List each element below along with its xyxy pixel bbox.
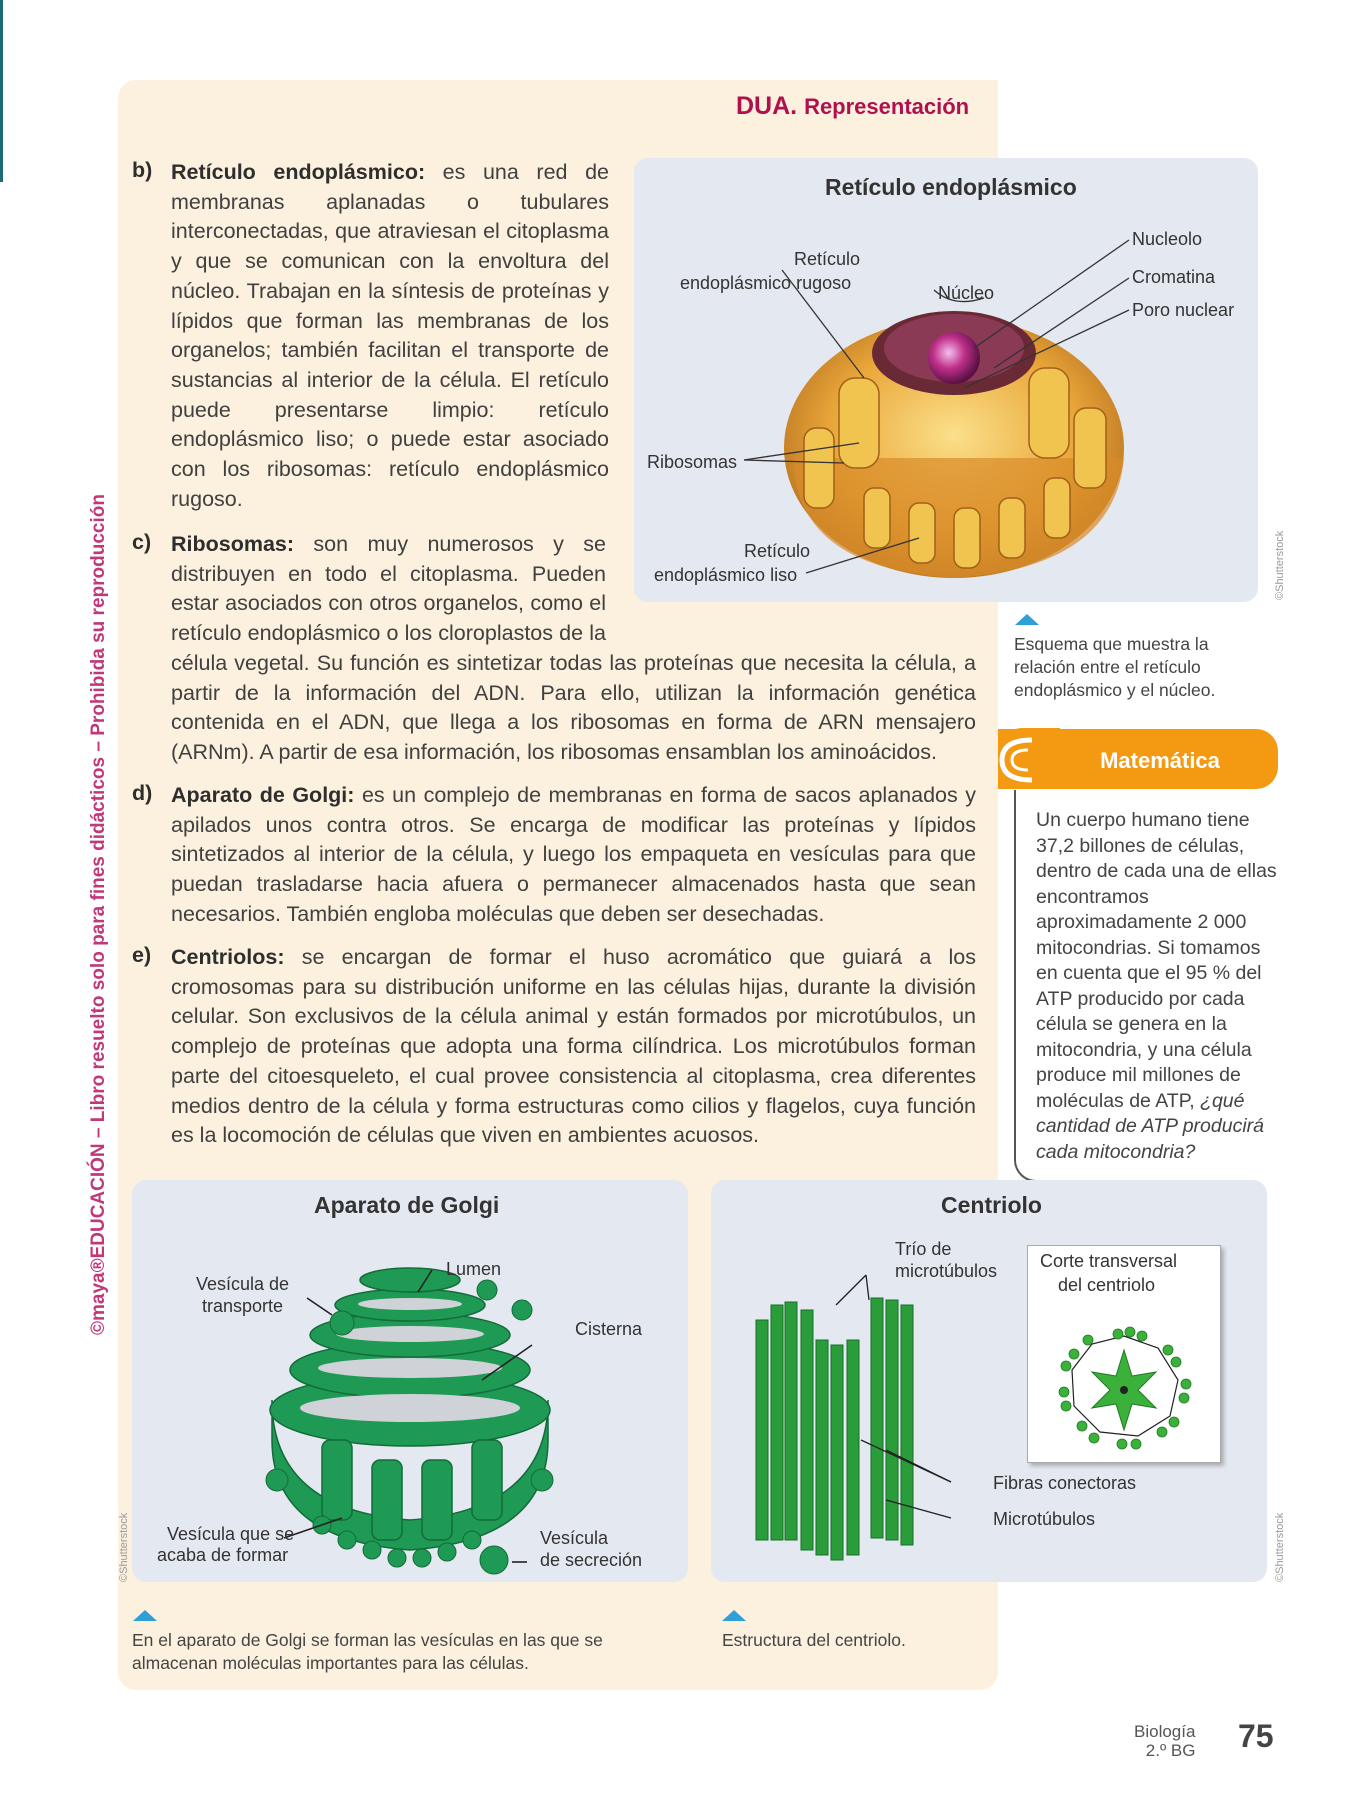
item-d-text [171, 781, 976, 930]
math-title: Matemática [1100, 748, 1220, 773]
label-vesicula-transporte-1: Vesícula de [196, 1274, 290, 1294]
page-number: 75 [1238, 1718, 1274, 1754]
label-ribosomas: Ribosomas [647, 452, 738, 472]
item-e-letter: e) [132, 943, 152, 967]
centriolo-caption-marker [722, 1610, 746, 1621]
golgi-caption: En el aparato de Golgi se forman las vesículas en las que se almacenan moléculas importantes para las células. [132, 1630, 603, 1673]
item-d-letter: d) [132, 781, 153, 805]
label-nucleo: Núcleo [938, 283, 995, 303]
item-c-body: son muy numerosos y se distribuyen en todo el citoplasma. Pueden estar asociados con otros organelos, como el retículo endoplásmico o los cloroplastos de la célula vegetal. Su función es sintetizar todas las proteínas que necesita la célula, a partir de la información del ADN. Para ello, utilizan la información genética contenida en el ADN, que llega a los ribosomas en forma de ARN mensajero (ARNm). A partir de esa información, los ribosomas ensamblan los aminoácidos. [171, 532, 976, 764]
footer-subject [1134, 1722, 1195, 1760]
label-vesicula-transporte-2: transporte [202, 1296, 284, 1316]
footer-grade: 2.º BG [1145, 1741, 1196, 1760]
math-body: Un cuerpo humano tiene 37,2 billones de células, dentro de cada una de ellas encontramos aproximadamente 2 000 mitocondrias. Si tomamos en cuenta que el 95 % del ATP producido por cada célula se genera en la mitocondria, y una célula produce mil millones de moléculas de ATP, [1036, 809, 1277, 1112]
item-b-body: es una red de membranas aplanadas o tubulares interconectadas, que atraviesan el citoplasma y que se comunican con la envoltura del núcleo. Trabajan en la síntesis de proteínas y lípidos que forman las membranas de los organelos; también facilitan el transporte de sustancias al interior de la célula. El retículo puede presentarse limpio: retículo endoplásmico liso; o puede estar asociado con los ribosomas: retículo endoplásmico rugoso. [171, 160, 609, 511]
math-c-icon [996, 732, 1042, 788]
centriolo-caption: Estructura del centriolo. [722, 1630, 906, 1650]
golgi-credit: ©Shutterstock [118, 1512, 130, 1582]
math-text [1036, 808, 1284, 1165]
reticulo-caption-marker [1015, 614, 1039, 625]
corte-illustration [1028, 1246, 1220, 1462]
golgi-title: Aparato de Golgi [314, 1192, 500, 1218]
label-corte-1: Corte transversal [1040, 1251, 1178, 1271]
label-reticulo-liso-1: Retículo [744, 541, 811, 561]
copyright-text: EDUCACIÓN – Libro resuelto solo para fines didácticos – Prohibida su reproducción [88, 494, 109, 1259]
label-cromatina: Cromatina [1132, 267, 1216, 287]
left-edge-bar [0, 0, 3, 182]
item-e-text [171, 943, 976, 1151]
reticulo-title: Retículo endoplásmico [825, 174, 1077, 200]
math-question: ¿qué cantidad de ATP producirá cada mitocondria? [1036, 1089, 1264, 1163]
item-b-letter: b) [132, 158, 153, 182]
label-trio-1: Trío de [895, 1239, 952, 1259]
reticulo-caption: Esquema que muestra la relación entre el retículo endoplásmico y el núcleo. [1014, 634, 1216, 700]
brand-label: ©maya® [88, 1258, 109, 1335]
label-vesicula-secrecion-1: Vesícula [540, 1528, 609, 1548]
label-cisterna: Cisterna [575, 1319, 643, 1339]
reticulo-credit: ©Shutterstock [1274, 530, 1286, 600]
dua-subtitle: Representación [804, 94, 970, 119]
label-nucleolo: Nucleolo [1132, 229, 1203, 249]
golgi-caption-marker [133, 1610, 157, 1621]
item-e-body: se encargan de formar el huso acromático que guiará a los cromosomas para su distribución uniforme en las células hijas, durante la división celular. Son exclusivos de la célula animal y están formados por microtúbulos, un complejo de proteínas que adopta una forma cilíndrica. Los microtúbulos forman parte del citoesqueleto, el cual provee consistencia al citoplasma, crea diferentes medios dentro de la célula y forma estructuras como cilios y flagelos, cuya función es la locomoción de células que viven en ambientes acuosos. [171, 945, 976, 1148]
corte-transversal-inset [1027, 1245, 1221, 1463]
item-b-term: Retículo endoplásmico: [171, 160, 426, 184]
label-corte-2: del centriolo [1058, 1275, 1156, 1295]
label-vesicula-se-forma-1: Vesícula que se [167, 1524, 295, 1544]
label-vesicula-secrecion-2: de secreción [540, 1550, 643, 1570]
label-microtubulos: Microtúbulos [993, 1509, 1096, 1529]
label-lumen: Lumen [446, 1259, 502, 1279]
item-d-term: Aparato de Golgi: [171, 783, 355, 807]
item-e-term: Centriolos: [171, 945, 285, 969]
label-vesicula-se-forma-2: acaba de formar [157, 1545, 289, 1565]
golgi-illustration [132, 1180, 688, 1582]
label-reticulo-liso-2: endoplásmico liso [654, 565, 798, 585]
dua-label: DUA. [736, 92, 798, 120]
figure-wrap-spacer [606, 530, 976, 620]
item-b-text [171, 158, 609, 514]
label-trio-2: microtúbulos [895, 1261, 998, 1281]
dua-header [736, 92, 969, 121]
label-poro-nuclear: Poro nuclear [1132, 300, 1235, 320]
footer-subject-name: Biología [1134, 1722, 1196, 1741]
item-c-text [171, 530, 976, 768]
label-fibras-conectoras: Fibras conectoras [993, 1473, 1137, 1493]
centriolo-credit: ©Shutterstock [1274, 1512, 1286, 1582]
golgi-figure [132, 1180, 688, 1582]
label-reticulo-rugoso-1: Retículo [794, 249, 861, 269]
centriolo-title: Centriolo [941, 1192, 1042, 1218]
item-c-letter: c) [132, 530, 152, 554]
item-c-term: Ribosomas: [171, 532, 295, 556]
item-d-body: es un complejo de membranas en forma de sacos aplanados y apilados unos contra otros. Se encarga de modificar las proteínas y lípidos sintetizados al interior de la célula, y luego los empaqueta en vesículas para que puedan trasladarse hacia afuera o permanecer almacenados hasta que sean necesarios. También engloba moléculas que deben ser desechadas. [171, 783, 976, 926]
copyright-side-note [88, 494, 110, 1335]
label-reticulo-rugoso-2: endoplásmico rugoso [680, 273, 852, 293]
